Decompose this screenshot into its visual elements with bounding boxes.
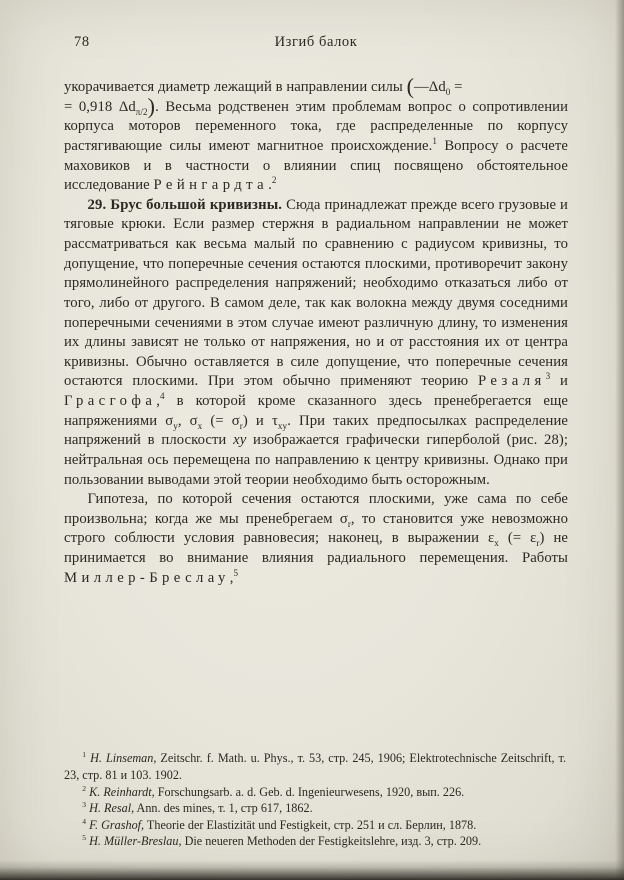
main-text [64, 73, 569, 588]
footnote-2 [64, 784, 566, 801]
subscript: x [494, 538, 499, 549]
letterspaced-name: Грасгофа [64, 393, 157, 409]
text-segment: = 0,918 Δd [64, 98, 136, 115]
text-segment: (= σ [202, 412, 240, 429]
paragraph-section-29 [64, 196, 568, 490]
text-segment: , то становится уже невозможно строго соблюсти условия равновесия; наконец, в выражении ε [64, 510, 568, 547]
subscript: r [347, 518, 351, 529]
italic-text: xy [233, 432, 247, 449]
subscript: r [239, 420, 243, 431]
superscript-reference: 4 [160, 391, 165, 402]
text-segment: Theorie der Elastizität und Festigkeit, стр. 251 и сл. Берлин, 1878. [144, 817, 477, 832]
superscript-reference: 2 [271, 175, 277, 186]
subscript: π/2 [135, 106, 148, 117]
paragraph-formula-continuation [64, 73, 569, 196]
text-segment: Die neueren Methoden der Festigkeitslehre, изд. 3, стр. 209. [181, 834, 482, 849]
superscript-reference: 1 [432, 135, 438, 146]
text-segment: ) не принимается во внимание влияния радиального перемещения. Работы [64, 530, 568, 566]
big-parenthesis: ) [147, 93, 156, 119]
text-segment: , [229, 569, 234, 586]
italic-text: H. Resal, [89, 801, 135, 816]
footnote-5 [64, 833, 566, 850]
superscript-reference: 3 [82, 800, 87, 810]
letterspaced-name: Миллер-Бреслау [64, 569, 230, 586]
italic-text: H. Müller-Breslau, [89, 834, 182, 849]
text-segment: , σ [177, 412, 198, 429]
text-segment: Ann. des mines, т. 1, стр 617, 1862. [134, 801, 313, 816]
page-number: 78 [74, 34, 90, 50]
text-segment: (= ε [498, 530, 537, 547]
subscript: xy [277, 420, 288, 431]
running-head-title: Изгиб балок [274, 34, 358, 50]
footnote-1 [64, 750, 566, 783]
paragraph-hypothesis [64, 490, 568, 588]
subscript: r [536, 538, 540, 549]
superscript-reference: 3 [545, 371, 551, 382]
superscript-reference: 5 [233, 567, 239, 578]
text-segment: Гипотеза, по которой сечения остаются плоскими, уже сама по себе произвольна; когда же мы пренебрегаем σ [64, 491, 568, 527]
text-segment: = [450, 79, 463, 95]
footnote-4 [64, 817, 566, 834]
text-segment: и [550, 373, 568, 390]
text-segment: Сюда принадлежат прежде всего грузовые и тяговые крюки. Если размер стержня в радиальном направлении не может рассматриваться как весьма малый по сравнению с радиусом кривизны, то допущение, что поперечные сечения остаются плоскими, противоречит закону прямолинейного распределения напряжений; необходимо отказаться либо от того, либо от другого. В самом деле, так как волокна между двумя соседними поперечными сечениями в этом случае имеют различную длину, то изменения их длины зависят не только от напряжения, но и от расстояния их от центра кривизны. Обычно оставляется в силе допущение, что поперечные сечения остаются плоскими. При этом обычно применяют теорию [64, 196, 568, 390]
superscript-reference: 5 [82, 833, 87, 843]
text-segment: Вопросу о расчете маховиков и в частности о влиянии спиц посвящено обстоятельное исследование [64, 137, 568, 194]
text-segment: ) и τ [242, 412, 278, 429]
page-header [64, 34, 568, 51]
text-segment: . Весьма родственен этим проблемам вопрос о сопротивлении корпуса моторов переменного тока, где распределенные по корпусу растягивающие силы имеют магнитное происхождение. [64, 98, 569, 154]
text-segment: Zeitschr. f. Math. u. Phys., т. 53, стр. 245, 1906; Elektrotechnische Zeitschrift, т. 23, стр. 81 и 103. 1902. [64, 751, 567, 783]
superscript-reference: 4 [82, 816, 87, 826]
subscript: x [197, 420, 203, 431]
text-segment: укорачивается диаметр лежащий в направлении силы [64, 79, 407, 95]
italic-text: K. Reinhardt, [89, 784, 155, 799]
bold-run-in-heading: 29. Брус большой кривизны. [87, 196, 283, 213]
italic-text: H. Linseman, [90, 751, 157, 766]
superscript-reference: 1 [82, 750, 87, 760]
text-segment: . [268, 177, 272, 194]
subscript: y [173, 420, 178, 431]
italic-text: F. Grashof, [89, 817, 145, 832]
text-segment: изображается графически гиперболой (рис. 28); нейтральная ось перемещена по направлению к центру кривизны. Однако при пользовании выводами этой теории необходимо быть осторожным. [64, 432, 569, 488]
text-segment: Forschungsarb. a. d. Geb. d. Ingenieurwesens, 1920, вып. 226. [154, 784, 465, 799]
footnote-3 [64, 800, 566, 817]
letterspaced-name: Рейнгардта [153, 177, 269, 194]
subscript: 0 [445, 86, 451, 97]
text-segment: —Δd [414, 79, 446, 95]
letterspaced-name: Резаля [477, 373, 546, 390]
text-segment: в которой кроме сказанного здесь пренебрегается еще напряжениями σ [64, 393, 568, 429]
text-segment: , [156, 393, 161, 409]
superscript-reference: 2 [82, 783, 87, 793]
big-parenthesis: ( [406, 73, 415, 99]
footnotes-block [64, 750, 566, 850]
text-segment: . При таких предпосылках распределение напряжений в плоскости [64, 412, 568, 449]
